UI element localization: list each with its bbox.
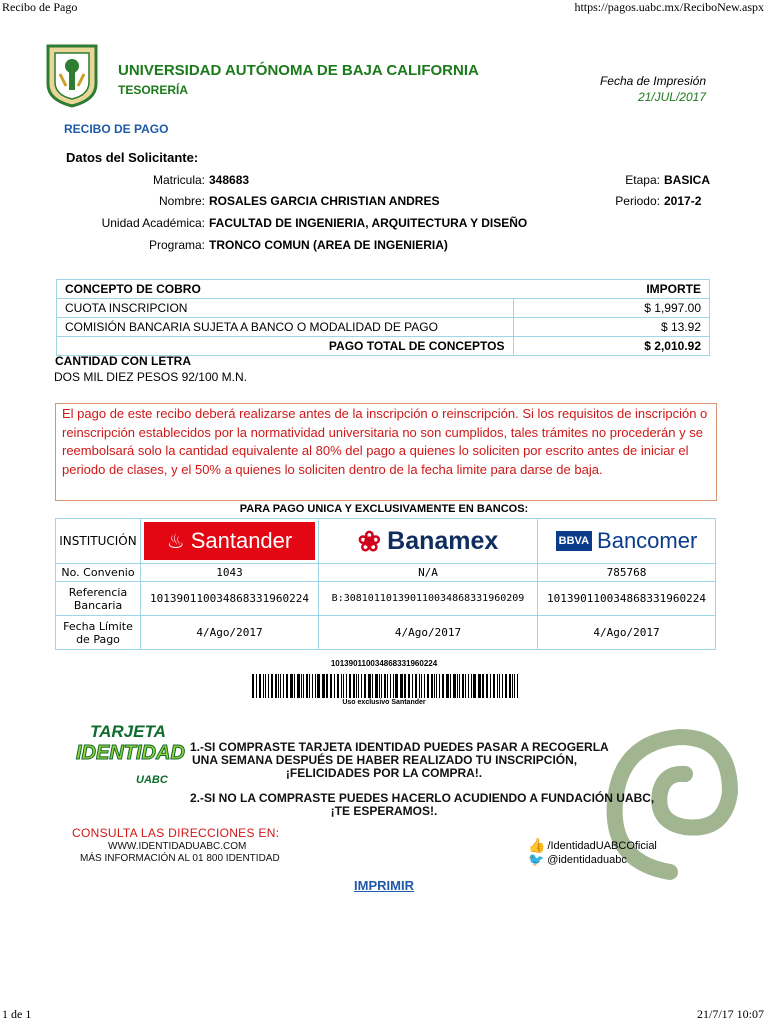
charges-table (56, 279, 710, 356)
applicant-section-label: Datos del Solicitante: (66, 150, 199, 165)
charge-concept: CUOTA INSCRIPCION (57, 299, 514, 318)
promo-line-2b: ¡TE ESPERAMOS!. (330, 804, 438, 818)
flame-icon: ♨ (166, 530, 185, 553)
promo-line-1b: UNA SEMANA DESPUÉS DE HABER REALIZADO TU INSCRIPCIÓN, (192, 753, 578, 767)
charge-concept: COMISIÓN BANCARIA SUJETA A BANCO O MODALIDAD DE PAGO (57, 318, 514, 337)
santander-logo (144, 522, 315, 560)
department-name: TESORERÍA (118, 83, 189, 97)
receipt-title: RECIBO DE PAGO (64, 122, 169, 136)
banamex-cell (319, 519, 538, 564)
table-row (56, 564, 716, 582)
barcode-image (252, 674, 520, 698)
banamex-flower-icon: ❀ (357, 525, 382, 557)
promo-info: MÁS INFORMACIÓN AL 01 800 IDENTIDAD (80, 853, 280, 864)
amount-words-label: CANTIDAD CON LETRA (55, 354, 191, 368)
print-date: 21/JUL/2017 (637, 90, 706, 104)
table-row (57, 318, 710, 337)
amount-header: IMPORTE (513, 280, 710, 299)
total-amount: $ 2,010.92 (513, 337, 710, 356)
bank-logos-row (56, 519, 716, 564)
banks-table (55, 518, 716, 650)
banks-title: PARA PAGO UNICA Y EXCLUSIVAMENTE EN BANCOS: (239, 503, 529, 515)
table-row (56, 582, 716, 616)
twitter-handle (528, 852, 627, 868)
unidad-label: Unidad Académica: (101, 216, 205, 230)
barcode-caption: Uso exclusivo Santander (342, 699, 426, 706)
referencia-banamex: B:308101101390110034868331960209 (319, 582, 538, 616)
barcode-number: 101390110034868331960224 (330, 659, 438, 668)
convenio-santander: 1043 (141, 564, 319, 582)
banamex-logo (320, 525, 536, 558)
browser-url: https://pagos.uabc.mx/ReciboNew.aspx (574, 0, 764, 14)
consulta-label: CONSULTA LAS DIRECCIONES EN: (72, 826, 280, 840)
print-datetime: 21/7/17 10:07 (696, 1007, 764, 1021)
promo-website: WWW.IDENTIDADUABC.COM (108, 841, 247, 852)
nombre-label: Nombre: (158, 194, 205, 208)
uabc-seal-logo (46, 44, 98, 108)
concept-header: CONCEPTO DE COBRO (57, 280, 514, 299)
twitter-text: @identidaduabc (547, 854, 627, 866)
etapa-label: Etapa: (625, 173, 660, 187)
fecha-label: Fecha Límite de Pago (56, 616, 141, 650)
programa-label: Programa: (148, 238, 205, 252)
convenio-bancomer: 785768 (538, 564, 716, 582)
etapa-value: BASICA (664, 173, 711, 187)
table-row (57, 299, 710, 318)
table-row (56, 616, 716, 650)
santander-cell (141, 519, 319, 564)
promo-line-1a: 1.-SI COMPRASTE TARJETA IDENTIDAD PUEDES PASAR A RECOGERLA (190, 740, 609, 754)
charge-amount: $ 13.92 (513, 318, 710, 337)
tarjeta-identidad-logo (76, 722, 186, 802)
total-row (57, 337, 710, 356)
institution-label: INSTITUCIÓN (56, 519, 141, 564)
referencia-label: Referencia Bancaria (56, 582, 141, 616)
banamex-name: Banamex (387, 526, 499, 555)
browser-page-title: Recibo de Pago (2, 0, 78, 14)
payment-notice: El pago de este recibo deberá realizarse antes de la inscripción o reinscripción. Si los requisitos de inscripción o reinscripción establecidos por la normatividad universitaria no son cumplidos, tales trámites no procederán y se reembolsará solo la cantidad equivalente al 80% del pago a quienes lo soliciten por escrito antes de iniciar el periodo de clases, y el 50% a quienes lo soliciten dentro de la fecha limite para darse de baja. (55, 403, 717, 501)
nombre-value: ROSALES GARCIA CHRISTIAN ANDRES (209, 194, 440, 208)
promo-line-1c: ¡FELICIDADES POR LA COMPRA!. (285, 766, 483, 780)
fecha-bancomer: 4/Ago/2017 (538, 616, 716, 650)
page-count: 1 de 1 (2, 1007, 32, 1021)
fecha-banamex: 4/Ago/2017 (319, 616, 538, 650)
matricula-value: 348683 (209, 173, 250, 187)
referencia-santander: 101390110034868331960224 (141, 582, 319, 616)
print-link[interactable]: IMPRIMIR (354, 878, 414, 893)
total-label: PAGO TOTAL DE CONCEPTOS (57, 337, 514, 356)
referencia-bancomer: 101390110034868331960224 (538, 582, 716, 616)
logo-uabc: UABC (136, 774, 168, 786)
bancomer-logo (539, 528, 714, 554)
matricula-label: Matricula: (152, 173, 205, 187)
fecha-santander: 4/Ago/2017 (141, 616, 319, 650)
facebook-text: /IdentidadUABCOficial (547, 839, 657, 852)
charge-amount: $ 1,997.00 (513, 299, 710, 318)
programa-value: TRONCO COMUN (AREA DE INGENIERIA) (209, 238, 448, 252)
facebook-like-icon: 👍 (528, 837, 546, 853)
convenio-banamex: N/A (319, 564, 538, 582)
twitter-bird-icon: 🐦 (528, 852, 545, 867)
bancomer-name: Bancomer (597, 528, 698, 553)
periodo-label: Periodo: (615, 194, 660, 208)
logo-tarjeta: TARJETA (90, 722, 166, 741)
bancomer-cell (538, 519, 716, 564)
unidad-value: FACULTAD DE INGENIERIA, ARQUITECTURA Y DISEÑO (209, 216, 528, 230)
santander-name: Santander (190, 528, 293, 553)
amount-words-value: DOS MIL DIEZ PESOS 92/100 M.N. (54, 370, 247, 384)
periodo-value: 2017-2 (664, 194, 702, 208)
bbva-badge: BBVA (556, 531, 592, 551)
promo-line-2a: 2.-SI NO LA COMPRASTE PUEDES HACERLO ACUDIENDO A FUNDACIÓN UABC, (190, 791, 655, 805)
charges-header-row (57, 280, 710, 299)
logo-identidad: IDENTIDAD (76, 742, 185, 764)
convenio-label: No. Convenio (56, 564, 141, 582)
print-date-label: Fecha de Impresión (599, 74, 706, 88)
university-name: UNIVERSIDAD AUTÓNOMA DE BAJA CALIFORNIA (118, 62, 479, 79)
